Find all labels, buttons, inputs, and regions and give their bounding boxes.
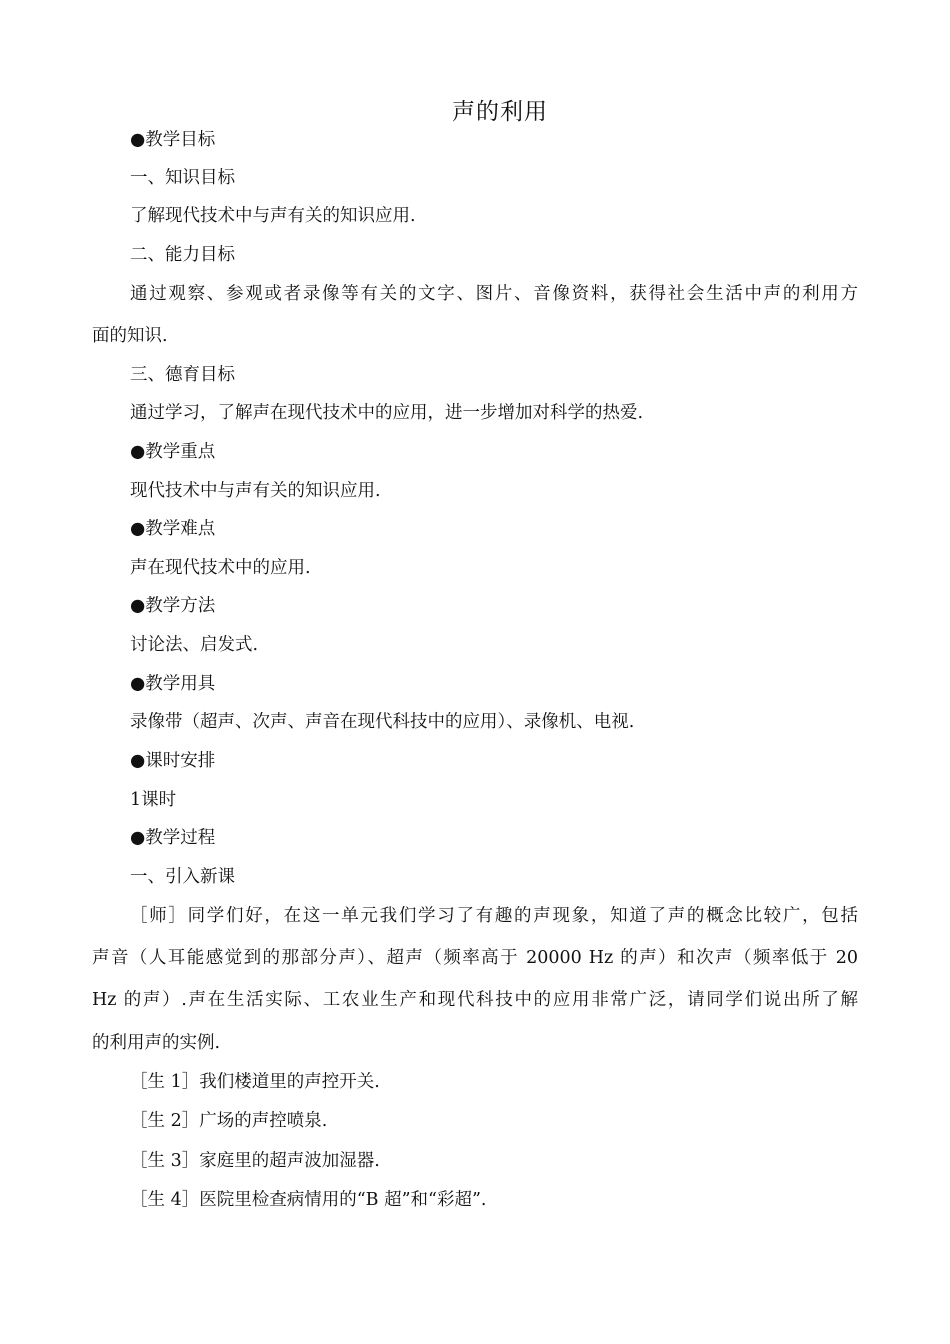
paragraph-tools: 录像带（超声、次声、声音在现代科技中的应用）、录像机、电视. <box>130 712 635 732</box>
student-2-answer: ［生 2］广场的声控喷泉. <box>130 1111 328 1131</box>
paragraph-moral-goal: 通过学习，了解声在现代技术中的应用，进一步增加对科学的热爱. <box>130 403 644 423</box>
heading-process: ●教学过程 <box>130 828 216 848</box>
subheading-introduction: 一、引入新课 <box>130 867 235 887</box>
student-3-answer: ［生 3］家庭里的超声波加湿器. <box>130 1151 380 1171</box>
heading-teaching-goals: ●教学目标 <box>130 130 216 150</box>
paragraph-ability-goal-line1: 通过观察、参观或者录像等有关的文字、图片、音像资料，获得社会生活中声的利用方 <box>130 284 858 304</box>
paragraph-difficulties: 声在现代技术中的应用. <box>130 558 311 578</box>
subheading-ability-goal: 二、能力目标 <box>130 245 235 265</box>
paragraph-teacher-line1: ［师］同学们好，在这一单元我们学习了有趣的声现象，知道了声的概念比较广，包括 <box>130 906 858 926</box>
paragraph-schedule: 1课时 <box>130 790 177 810</box>
heading-difficulties: ●教学难点 <box>130 519 216 539</box>
student-1-answer: ［生 1］我们楼道里的声控开关. <box>130 1072 380 1092</box>
heading-methods: ●教学方法 <box>130 596 216 616</box>
paragraph-teacher-line4: 的利用声的实例. <box>92 1033 221 1053</box>
document-title: 声的利用 <box>452 99 548 125</box>
heading-tools: ●教学用具 <box>130 674 216 694</box>
paragraph-teacher-line2: 声音（人耳能感觉到的那部分声）、超声（频率高于 20000 Hz 的声）和次声（频率低于 20 <box>92 948 858 968</box>
paragraph-ability-goal-line2: 面的知识. <box>92 326 168 346</box>
paragraph-methods: 讨论法、启发式. <box>130 635 259 655</box>
subheading-knowledge-goal: 一、知识目标 <box>130 168 235 188</box>
heading-key-points: ●教学重点 <box>130 442 216 462</box>
student-4-answer: ［生 4］医院里检查病情用的“B 超”和“彩超”. <box>130 1190 487 1210</box>
subheading-moral-goal: 三、德育目标 <box>130 365 235 385</box>
heading-schedule: ●课时安排 <box>130 751 216 771</box>
paragraph-knowledge-goal: 了解现代技术中与声有关的知识应用. <box>130 206 416 226</box>
paragraph-teacher-line3: Hz 的声）.声在生活实际、工农业生产和现代科技中的应用非常广泛，请同学们说出所了解 <box>92 990 858 1010</box>
paragraph-key-points: 现代技术中与声有关的知识应用. <box>130 481 381 501</box>
